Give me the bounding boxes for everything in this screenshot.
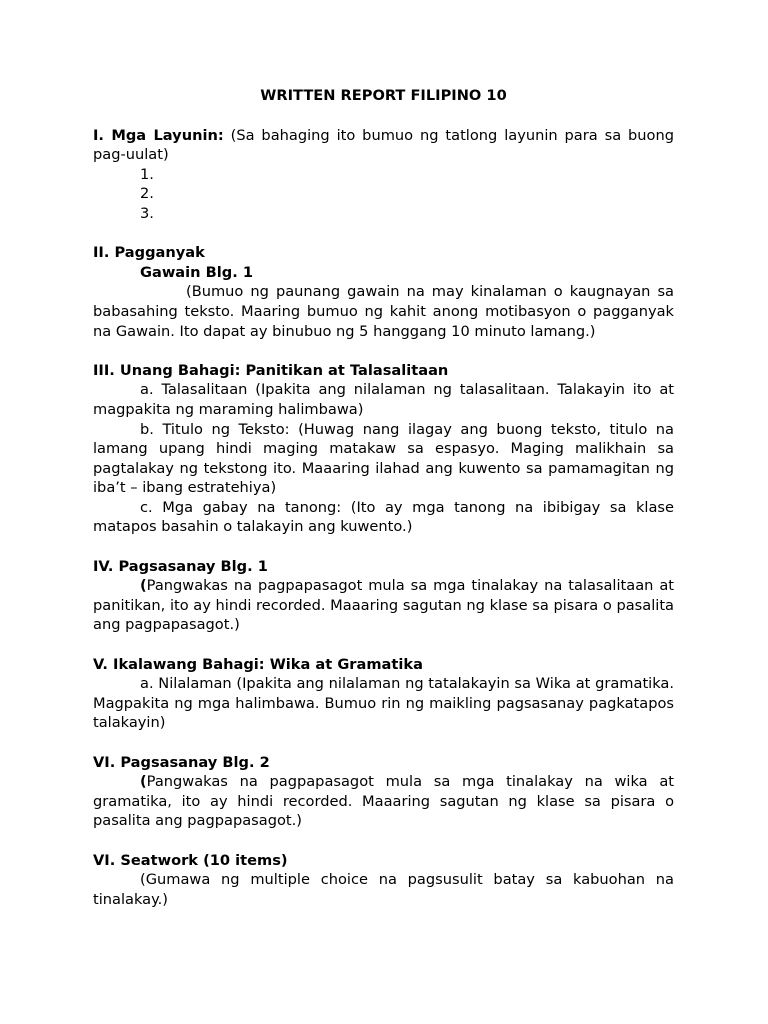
section-heading: VI. Pagsasanay Blg. 2 [93,753,270,771]
section-item-b: b. Titulo ng Teksto: (Huwag nang ilagay ang buong teksto, titulo na lamang upang hindi maging matakaw sa espasyo. Maging malikhain sa pagtalakay ng tekstong ito. Maaaring ilahad ang kuwento sa pamamagitan ng iba’t – ibang estratehiya) [93,420,674,497]
section-instruction [93,576,674,635]
section-instruction: (Bumuo ng paunang gawain na may kinalaman o kaugnayan sa babasahing teksto. Maaring bumuo ng kahit anong motibasyon o pagganyak na Gawain. Ito dapat ay binubuo ng 5 hanggang 10 minuto lamang.) [93,283,674,340]
section-instruction: (Sa bahaging ito bumuo ng tatlong layunin para sa buong pag-uulat) [93,126,675,164]
section-item-a: a. Nilalaman (Ipakita ang nilalaman ng tatalakayin sa Wika at gramatika. Magpakita ng mga halimbawa. Bumuo rin ng maikling pagsasanay pagkatapos talakayin) [93,675,674,732]
instruction-text: Pangwakas na pagpapasagot mula sa mga tinalakay na talasalitaan at panitikan, ito ay hindi recorded. Maaaring sagutan ng klase sa pisara o pasalita ang pagpapasagot.) [93,577,674,634]
section-heading: IV. Pagsasanay Blg. 1 [93,557,268,575]
open-paren: ( [140,773,147,791]
spacer [93,341,674,361]
section-mga-layunin [93,126,674,165]
document-body [93,86,674,909]
list-item: 1. [140,165,154,183]
spacer [93,831,674,851]
section-instruction [93,772,674,831]
activity-subheading: Gawain Blg. 1 [140,263,253,281]
spacer [93,733,674,753]
section-heading: I. Mga Layunin: [93,126,224,144]
spacer [93,224,674,244]
section-heading: VI. Seatwork (10 items) [93,851,288,869]
spacer [93,106,674,126]
list-item: 2. [140,185,154,203]
open-paren: ( [140,577,147,595]
section-item-a: a. Talasalitaan (Ipakita ang nilalaman ng talasalitaan. Talakayin ito at magpakita ng maraming halimbawa) [93,381,674,418]
spacer [93,635,674,655]
instruction-text: Pangwakas na pagpapasagot mula sa mga tinalakay na wika at gramatika, ito ay hindi recorded. Maaaring sagutan ng klase sa pisara o pasalita ang pagpapasagot.) [93,773,674,830]
section-heading: III. Unang Bahagi: Panitikan at Talasalitaan [93,361,449,379]
document-title: WRITTEN REPORT FILIPINO 10 [260,87,507,104]
spacer [93,537,674,557]
section-item-c: c. Mga gabay na tanong: (Ito ay mga tanong na ibibigay sa klase matapos basahin o talakayin ang kuwento.) [93,498,674,536]
list-item: 3. [140,204,154,222]
section-instruction: (Gumawa ng multiple choice na pagsusulit batay sa kabuohan na tinalakay.) [93,871,674,908]
section-heading: II. Pagganyak [93,244,205,262]
section-heading: V. Ikalawang Bahagi: Wika at Gramatika [93,655,423,673]
